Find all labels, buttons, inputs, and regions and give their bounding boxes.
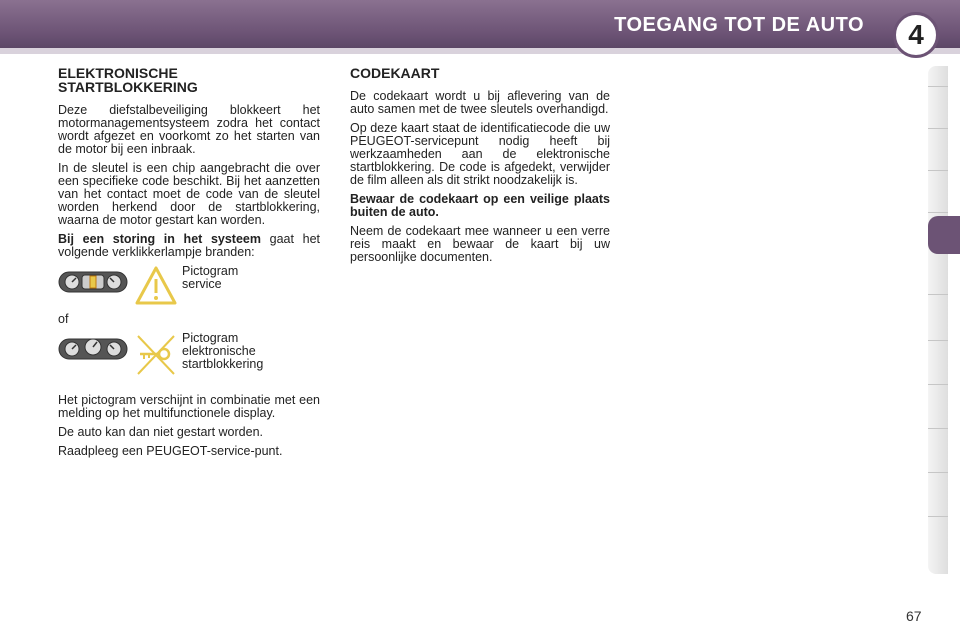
warning-triangle-icon [134, 265, 178, 307]
picto-service-label: Pictogram service [182, 264, 239, 291]
paragraph-bold: Bewaar de codekaart op een veilige plaats buiten de auto. [350, 192, 610, 219]
left-column [58, 66, 320, 464]
paragraph: Het pictogram verschijnt in combinatie met een melding op het multifunctionele display. [58, 393, 320, 420]
header-band [0, 48, 960, 54]
or-label: of [58, 312, 69, 326]
tab-divider [928, 428, 948, 429]
middle-column [350, 66, 610, 270]
tab-divider [928, 384, 948, 385]
active-chapter-tab [928, 216, 960, 254]
paragraph: In de sleutel is een chip aangebracht die over een specifieke code beschikt. Bij het aanzetten van het contact moet de code van de sleutel worden herkend door de startblokkering, waarna de motor gestart kan worden. [58, 161, 320, 227]
tab-divider [928, 340, 948, 341]
paragraph: Neem de codekaart mee wanneer u een verre reis maakt en bewaar de kaart bij uw persoonlijke documenten. [350, 224, 610, 264]
tab-divider [928, 472, 948, 473]
tab-divider [928, 294, 948, 295]
dashboard-cluster-icon [58, 336, 128, 362]
chapter-title: TOEGANG TOT DE AUTO [614, 14, 864, 36]
paragraph: Bij een storing in het systeem gaat het volgende verklikkerlampje branden: [58, 232, 320, 259]
side-tab-rail [928, 66, 948, 574]
tab-divider [928, 516, 948, 517]
paragraph: De codekaart wordt u bij aflevering van de auto samen met de twee sleutels overhandigd. [350, 89, 610, 116]
chapter-number-badge: 4 [893, 12, 939, 58]
picto-service-row [58, 265, 320, 313]
tab-divider [928, 86, 948, 87]
crossed-key-icon [134, 332, 178, 378]
picto-startblokkering-row [58, 332, 320, 380]
paragraph: Op deze kaart staat de identificatiecode die uw PEUGEOT-servicepunt nodig heeft bij werkzaamheden aan de elektronische startblokkering. De code is afgedekt, verwijder de film alleen als dit strikt noodzakelijk is. [350, 121, 610, 187]
section-heading-codekaart: CODEKAART [350, 65, 440, 81]
page-number: 67 [906, 608, 922, 624]
header-bar [0, 0, 960, 48]
dashboard-cluster-icon [58, 269, 128, 295]
paragraph: Deze diefstalbeveiliging blokkeert het motormanagementsysteem zodra het contact wordt afgezet en voorkomt zo het starten van de motor bij een inbraak. [58, 103, 320, 156]
tab-divider [928, 128, 948, 129]
chapter-side-tabs [928, 66, 960, 574]
paragraph: De auto kan dan niet gestart worden. [58, 425, 263, 439]
tab-divider [928, 212, 948, 213]
paragraph: Raadpleeg een PEUGEOT-service-punt. [58, 444, 283, 458]
tab-divider [928, 170, 948, 171]
section-heading-startblokkering: ELEKTRONISCHE STARTBLOKKERING [58, 65, 198, 95]
picto-startblokkering-label: Pictogram elektronische startblokkering [182, 331, 264, 371]
